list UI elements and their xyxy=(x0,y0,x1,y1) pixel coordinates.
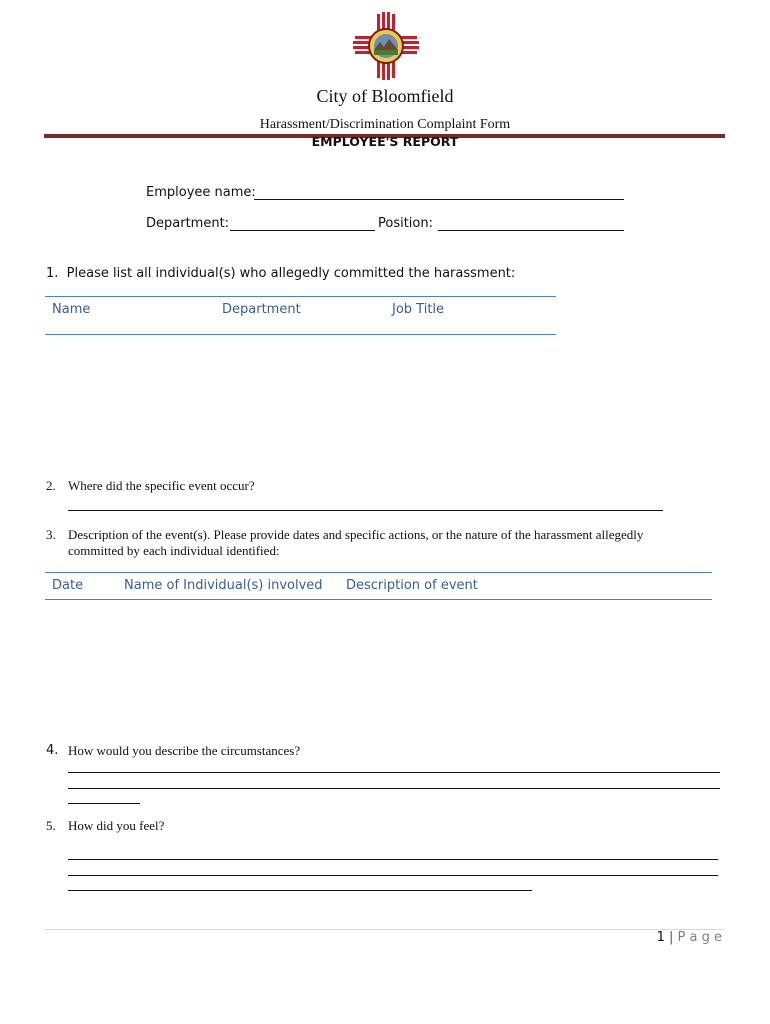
question-5-answer-line-3[interactable] xyxy=(68,890,532,891)
city-name: City of Bloomfield xyxy=(316,86,454,106)
position-field[interactable] xyxy=(438,230,624,231)
q1-table-top-border xyxy=(45,296,556,297)
q1-table-entry-area[interactable] xyxy=(45,336,556,466)
page-label: P a g e xyxy=(677,930,722,945)
department-label: Department: xyxy=(146,216,230,231)
report-title: EMPLOYEE'S REPORT xyxy=(311,134,459,149)
q1-col-department: Department xyxy=(222,302,301,317)
city-seal-logo xyxy=(353,12,419,80)
question-3-number: 3. xyxy=(46,527,56,542)
question-5-number: 5. xyxy=(46,818,56,833)
q1-col-name: Name xyxy=(52,302,91,317)
question-5-answer-line-2[interactable] xyxy=(68,875,718,876)
question-4-text: How would you describe the circumstances? xyxy=(68,743,301,758)
q3-col-description: Description of event xyxy=(346,578,478,593)
question-3-text-line-2: committed by each individual identified: xyxy=(68,543,280,558)
q1-table-header-border xyxy=(45,334,556,335)
question-5-answer-line-1[interactable] xyxy=(68,859,718,860)
department-field[interactable] xyxy=(230,230,375,231)
question-2-answer-line[interactable] xyxy=(68,510,663,511)
question-4-answer-line-1[interactable] xyxy=(68,772,720,773)
question-3-text-line-1: Description of the event(s). Please provide dates and specific actions, or the nature of the harassment allegedly xyxy=(68,527,644,542)
q3-table-header-border xyxy=(45,599,712,600)
q3-col-date: Date xyxy=(52,578,84,593)
position-label: Position: xyxy=(378,216,433,231)
form-title: Harassment/Discrimination Complaint Form xyxy=(259,117,511,132)
question-2-text: Where did the specific event occur? xyxy=(68,478,255,493)
question-4-number: 4. xyxy=(46,743,59,758)
q3-table-entry-area[interactable] xyxy=(45,601,712,736)
page-footer xyxy=(657,930,722,945)
footer-divider xyxy=(44,929,725,930)
question-4-answer-line-2[interactable] xyxy=(68,788,720,789)
employee-name-field[interactable] xyxy=(254,199,624,200)
question-1-text: 1. Please list all individual(s) who allegedly committed the harassment: xyxy=(46,266,516,281)
question-4-answer-line-3[interactable] xyxy=(68,803,140,804)
employee-name-label: Employee name: xyxy=(146,185,256,200)
q3-col-individuals: Name of Individual(s) involved xyxy=(124,578,323,593)
question-5-text: How did you feel? xyxy=(68,818,165,833)
page-separator: | xyxy=(669,930,674,945)
q3-table-top-border xyxy=(45,572,712,573)
q1-col-job-title: Job Title xyxy=(392,302,445,317)
question-2-number: 2. xyxy=(46,478,56,493)
page-number: 1 xyxy=(656,930,665,945)
